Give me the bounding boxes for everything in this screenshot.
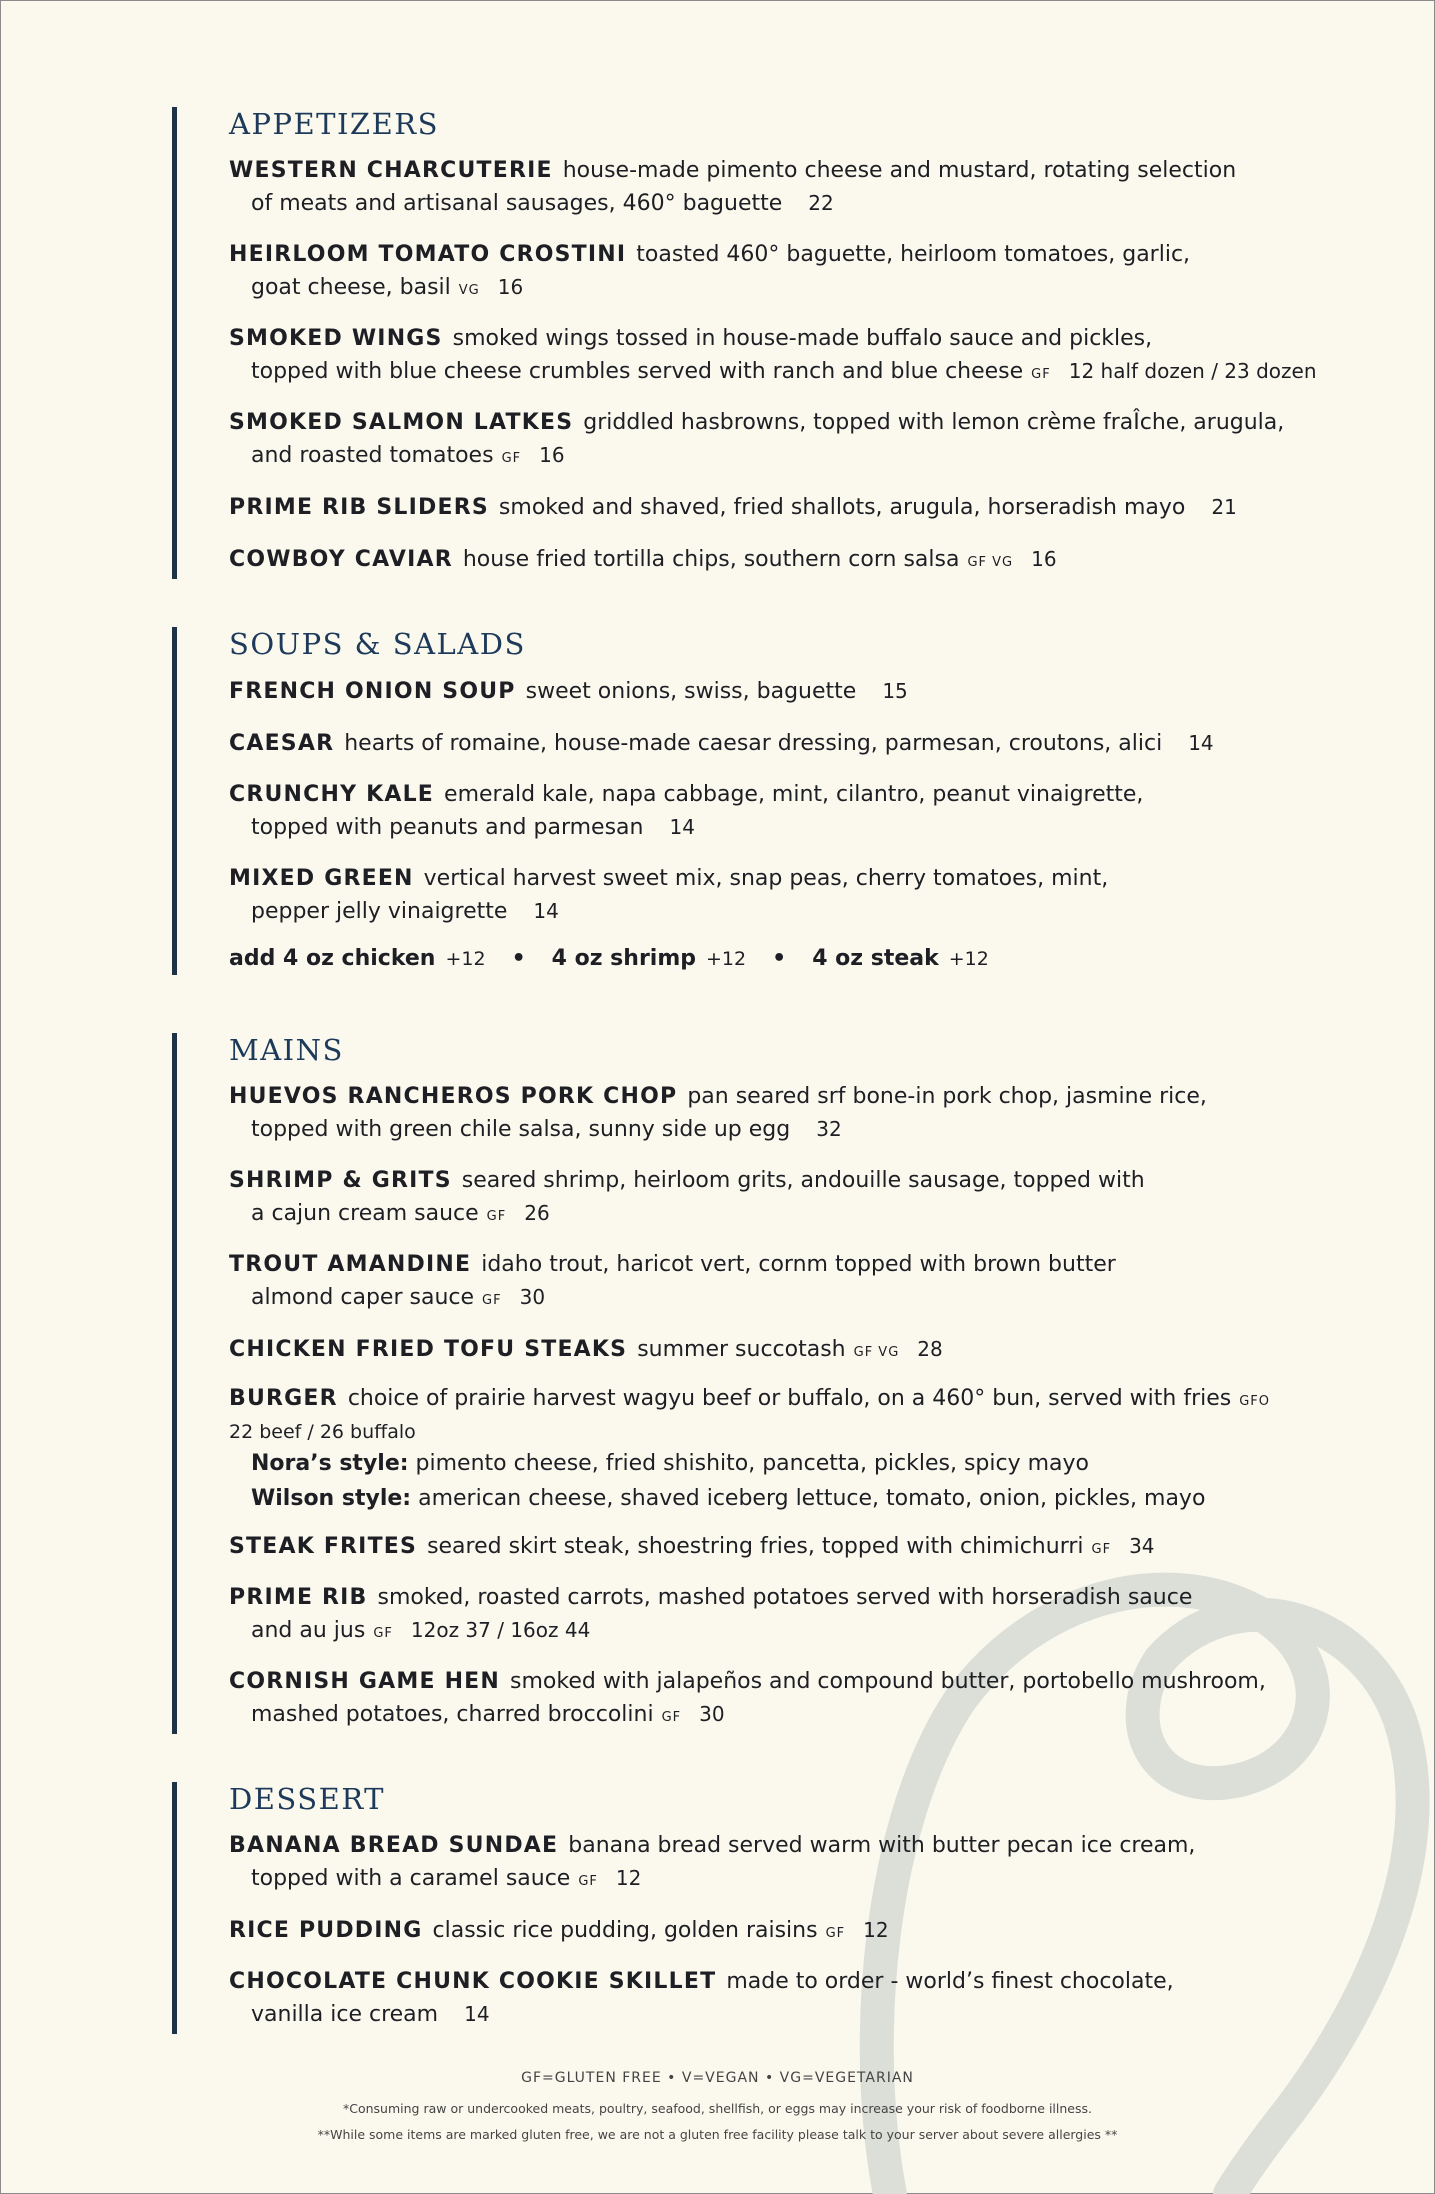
item-line <box>229 239 1317 271</box>
item-line <box>229 1249 1274 1281</box>
item-name: RICE PUDDING <box>229 1918 423 1943</box>
item-description: banana bread served warm with butter pecan ice cream, <box>568 1833 1196 1858</box>
item-line <box>229 187 1317 223</box>
section-title-dessert: DESSERT <box>229 1782 385 1816</box>
section-title-appetizers: APPETIZERS <box>229 107 439 141</box>
menu-item <box>229 1081 1274 1149</box>
item-price: 15 <box>882 679 908 703</box>
item-description: emerald kale, napa cabbage, mint, cilantro, peanut vinaigrette, <box>444 782 1144 807</box>
item-line <box>229 1862 1195 1898</box>
item-description: smoked, roasted carrots, mashed potatoes served with horseradish sauce <box>377 1585 1193 1610</box>
dietary-tag: GF <box>482 1293 502 1308</box>
item-description: and au jus <box>251 1618 366 1643</box>
soups-salads-list <box>229 675 1214 931</box>
menu-item-burger <box>229 1383 1274 1516</box>
dietary-tag: GF VG <box>967 555 1014 570</box>
mains-list-b <box>229 1530 1274 1734</box>
item-price: 14 <box>464 2002 490 2026</box>
item-description: vertical harvest sweet mix, snap peas, cherry tomatoes, mint, <box>423 866 1109 891</box>
item-line <box>229 491 1317 527</box>
dietary-tag: GF VG <box>853 1345 900 1360</box>
dietary-tag: VG <box>458 283 480 298</box>
item-line <box>229 1165 1274 1197</box>
section-title-mains: MAINS <box>229 1033 344 1067</box>
item-line <box>229 155 1317 187</box>
item-description: topped with a caramel sauce <box>251 1866 571 1891</box>
item-line <box>229 1966 1195 1998</box>
dietary-tag: GF <box>1091 1542 1112 1557</box>
menu-item <box>229 323 1317 391</box>
item-description: smoked with jalapeños and compound butter, portobello mushroom, <box>510 1669 1266 1694</box>
menu-item <box>229 1582 1274 1650</box>
item-line <box>229 863 1214 895</box>
menu-item <box>229 407 1317 475</box>
menu-item <box>229 863 1214 931</box>
item-description: sweet onions, swiss, baguette <box>525 679 857 704</box>
item-name: STEAK FRITES <box>229 1534 418 1559</box>
menu-item <box>229 1333 1274 1369</box>
item-name: HEIRLOOM TOMATO CROSTINI <box>229 242 627 267</box>
item-line <box>229 407 1317 439</box>
item-price: 14 <box>1188 731 1214 755</box>
item-name: CHICKEN FRIED TOFU STEAKS <box>229 1337 628 1362</box>
item-line <box>229 1582 1274 1614</box>
item-name: CHOCOLATE CHUNK COOKIE SKILLET <box>229 1969 717 1994</box>
item-line <box>229 1614 1274 1650</box>
item-line <box>229 1698 1274 1734</box>
item-description: topped with green chile salsa, sunny side up egg <box>251 1117 791 1142</box>
dietary-tag: GF <box>373 1626 393 1641</box>
item-description: pepper jelly vinaigrette <box>251 899 508 924</box>
addon-label: 4 oz shrimp <box>551 946 697 971</box>
item-price: 26 <box>524 1201 550 1225</box>
soups-salads-section <box>172 627 1214 975</box>
style-name: Nora’s style: <box>251 1451 409 1476</box>
mains-list-a <box>229 1081 1274 1369</box>
item-price: 16 <box>497 275 524 299</box>
dietary-tag: GF <box>501 451 522 466</box>
item-name: WESTERN CHARCUTERIE <box>229 158 553 183</box>
section-title-soups-salads: SOUPS & SALADS <box>229 627 526 661</box>
item-description: seared skirt steak, shoestring fries, topped with chimichurri <box>427 1534 1084 1559</box>
addon-price: +12 <box>948 948 989 970</box>
item-name: SHRIMP & GRITS <box>229 1168 452 1193</box>
item-line <box>229 1081 1274 1113</box>
item-description: smoked and shaved, fried shallots, arugula, horseradish mayo <box>498 495 1186 520</box>
dietary-tag: GF <box>661 1710 682 1725</box>
item-price: 12 half dozen / 23 dozen <box>1068 359 1317 383</box>
item-description: hearts of romaine, house-made caesar dressing, parmesan, croutons, alici <box>344 731 1163 756</box>
item-price: 34 <box>1129 1534 1155 1558</box>
dietary-tag: GF <box>578 1874 598 1889</box>
item-price: 12 <box>863 1918 889 1942</box>
item-line <box>229 439 1317 475</box>
item-price: 12oz 37 / 16oz 44 <box>410 1618 591 1642</box>
item-description: toasted 460° baguette, heirloom tomatoes, garlic, <box>636 242 1191 267</box>
item-line <box>229 1197 1274 1233</box>
item-description: goat cheese, basil <box>251 275 451 300</box>
item-name: BURGER <box>229 1386 338 1411</box>
item-description: classic rice pudding, golden raisins <box>432 1918 818 1943</box>
item-price: 30 <box>519 1285 546 1309</box>
menu-item <box>229 155 1317 223</box>
item-description: choice of prairie harvest wagyu beef or buffalo, on a 460° bun, served with fries <box>347 1386 1232 1411</box>
item-description: griddled hasbrowns, topped with lemon crème fraÎche, arugula, <box>583 410 1285 435</box>
menu-item <box>229 1249 1274 1317</box>
mains-section <box>172 1033 1274 1734</box>
item-line <box>229 1281 1274 1317</box>
item-name: BANANA BREAD SUNDAE <box>229 1833 559 1858</box>
dietary-legend: GF=GLUTEN FREE • V=VEGAN • VG=VEGETARIAN <box>521 2070 914 2086</box>
addon-label: add 4 oz chicken <box>229 946 436 971</box>
appetizers-section <box>172 107 1317 579</box>
item-name: PRIME RIB SLIDERS <box>229 495 489 520</box>
separator-dot-icon: • <box>511 946 526 971</box>
style-description: pimento cheese, fried shishito, pancetta, pickles, spicy mayo <box>415 1451 1089 1476</box>
menu-item <box>229 1530 1274 1566</box>
item-description: vanilla ice cream <box>251 2002 439 2027</box>
item-description: pan seared srf bone-in pork chop, jasmine rice, <box>687 1084 1207 1109</box>
item-line <box>229 675 1214 711</box>
dietary-tag: GF <box>1031 367 1051 382</box>
item-line <box>229 1666 1274 1698</box>
item-name: SMOKED SALMON LATKES <box>229 410 574 435</box>
item-line <box>229 1998 1195 2034</box>
menu-item <box>229 239 1317 307</box>
addon-price: +12 <box>445 948 486 970</box>
item-description: of meats and artisanal sausages, 460° baguette <box>251 191 783 216</box>
item-price: 22 <box>808 191 834 215</box>
item-price: 32 <box>816 1117 842 1141</box>
food-safety-note: *Consuming raw or undercooked meats, poultry, seafood, shellfish, or eggs may increase your risk of foodborne illness. <box>343 2101 1092 2116</box>
protein-addons <box>229 943 1214 975</box>
menu-item <box>229 727 1214 763</box>
item-description: almond caper sauce <box>251 1285 475 1310</box>
item-description: summer succotash <box>637 1337 846 1362</box>
dessert-list <box>229 1830 1195 2034</box>
item-price: 12 <box>615 1866 642 1890</box>
dietary-tag: GF <box>825 1926 846 1941</box>
item-name: CAESAR <box>229 731 335 756</box>
item-price: 22 beef / 26 buffalo <box>229 1421 416 1443</box>
item-description: topped with peanuts and parmesan <box>251 815 644 840</box>
item-description: made to order - world’s finest chocolate, <box>726 1969 1174 1994</box>
dietary-tag: GF <box>486 1209 507 1224</box>
allergy-note: **While some items are marked gluten free, we are not a gluten free facility please talk to your server about severe allergies ** <box>317 2127 1118 2142</box>
item-name: TROUT AMANDINE <box>229 1252 472 1277</box>
dietary-tag: GFO <box>1239 1394 1271 1409</box>
item-line <box>229 1530 1274 1566</box>
item-description: house-made pimento cheese and mustard, rotating selection <box>562 158 1237 183</box>
item-description: topped with blue cheese crumbles served with ranch and blue cheese <box>251 359 1024 384</box>
item-price: 21 <box>1211 495 1237 519</box>
menu-item <box>229 675 1214 711</box>
item-line <box>229 543 1317 579</box>
item-description: idaho trout, haricot vert, cornm topped with brown butter <box>481 1252 1116 1277</box>
menu-item <box>229 491 1317 527</box>
item-line <box>229 271 1317 307</box>
addon-label: 4 oz steak <box>812 946 939 971</box>
item-price: 14 <box>669 815 695 839</box>
item-line <box>229 895 1214 931</box>
item-description: smoked wings tossed in house-made buffalo sauce and pickles, <box>452 326 1153 351</box>
item-price: 30 <box>699 1702 725 1726</box>
dessert-section <box>172 1782 1195 2034</box>
item-line <box>229 323 1317 355</box>
item-name: COWBOY CAVIAR <box>229 547 453 572</box>
item-line <box>229 779 1214 811</box>
style-name: Wilson style: <box>251 1486 412 1511</box>
item-name: HUEVOS RANCHEROS PORK CHOP <box>229 1084 678 1109</box>
item-price: 16 <box>1031 547 1057 571</box>
item-line <box>229 1333 1274 1369</box>
menu-item <box>229 1914 1195 1950</box>
item-description: a cajun cream sauce <box>251 1201 479 1226</box>
item-line <box>229 1914 1195 1950</box>
burger-style-wilson <box>229 1481 1274 1516</box>
item-name: CRUNCHY KALE <box>229 782 435 807</box>
menu-item <box>229 779 1214 847</box>
item-line <box>229 811 1214 847</box>
appetizers-list <box>229 155 1317 579</box>
separator-dot-icon: • <box>772 946 787 971</box>
menu-item <box>229 543 1317 579</box>
item-line <box>229 1383 1274 1418</box>
menu-item <box>229 1666 1274 1734</box>
item-name: PRIME RIB <box>229 1585 368 1610</box>
item-description: seared shrimp, heirloom grits, andouille sausage, topped with <box>461 1168 1145 1193</box>
item-name: SMOKED WINGS <box>229 326 443 351</box>
menu-item <box>229 1966 1195 2034</box>
item-description: mashed potatoes, charred broccolini <box>251 1702 654 1727</box>
item-price: 28 <box>917 1337 943 1361</box>
item-price: 14 <box>533 899 559 923</box>
item-price: 16 <box>539 443 565 467</box>
style-description: american cheese, shaved iceberg lettuce, tomato, onion, pickles, mayo <box>418 1486 1206 1511</box>
burger-style-nora <box>229 1446 1274 1481</box>
item-description: and roasted tomatoes <box>251 443 494 468</box>
menu-item <box>229 1165 1274 1233</box>
item-description: house fried tortilla chips, southern corn salsa <box>462 547 960 572</box>
item-name: CORNISH GAME HEN <box>229 1669 501 1694</box>
item-line <box>229 355 1317 391</box>
item-line <box>229 1830 1195 1862</box>
item-line <box>229 1113 1274 1149</box>
addon-price: +12 <box>706 948 747 970</box>
item-line <box>229 727 1214 763</box>
menu-item <box>229 1830 1195 1898</box>
item-name: MIXED GREEN <box>229 866 414 891</box>
item-name: FRENCH ONION SOUP <box>229 679 516 704</box>
